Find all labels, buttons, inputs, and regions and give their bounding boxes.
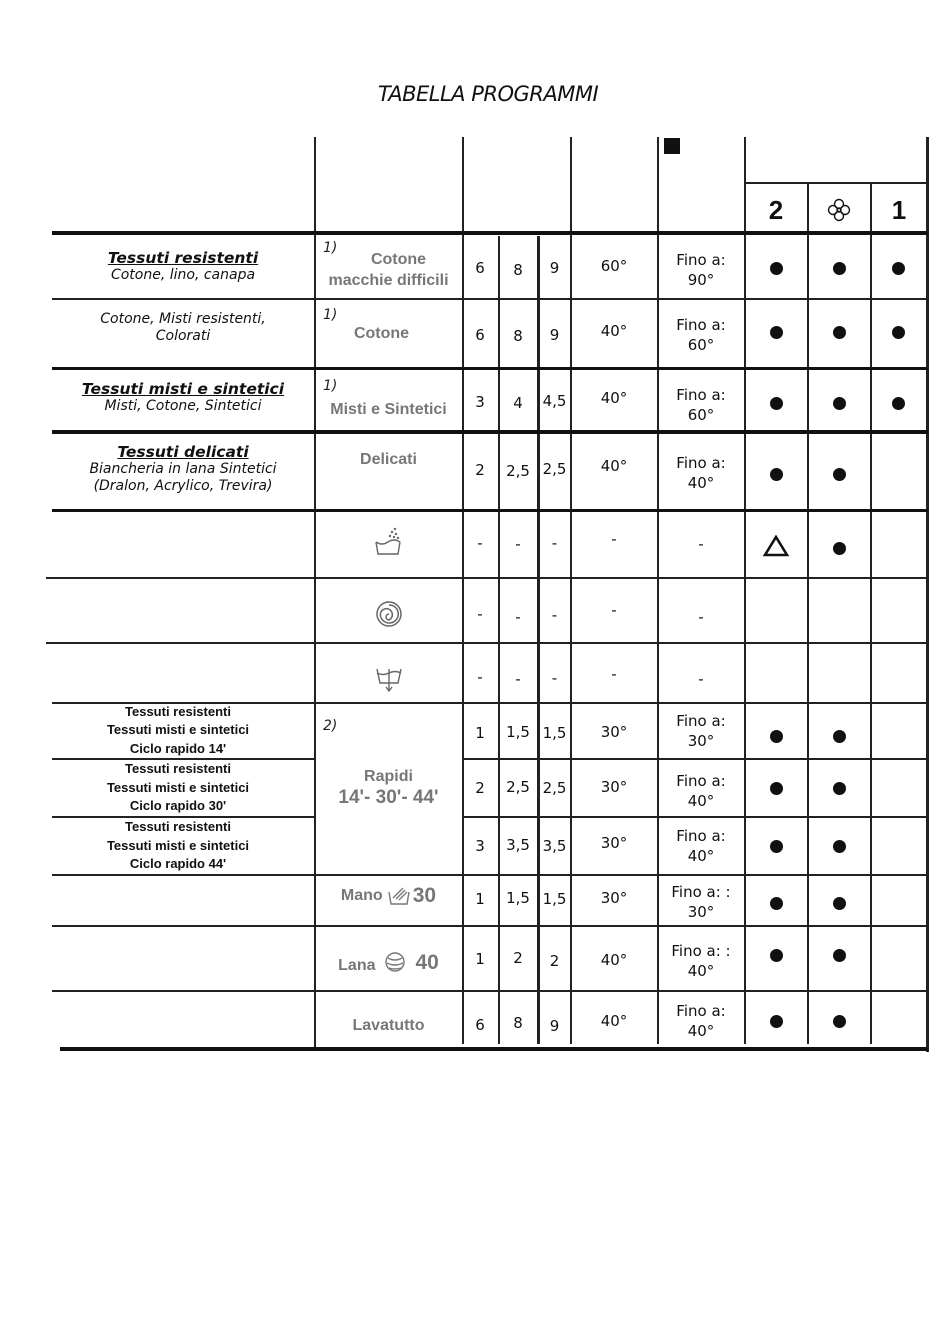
load-k1: 6: [475, 326, 485, 344]
load-k1: 1: [475, 890, 485, 908]
load-k3: 1,5: [542, 890, 567, 908]
option-dot: [808, 895, 870, 911]
max-temp: [658, 940, 744, 982]
spin-icon: [315, 592, 462, 636]
max-temp-label: Fino a: :: [671, 883, 731, 901]
dot-icon: [833, 897, 846, 910]
dot-icon: [833, 262, 846, 275]
load-k2: 1,5: [506, 723, 530, 741]
max-temp-label: Fino a:: [676, 1002, 726, 1020]
fabric-cell: [52, 300, 314, 356]
fabric-subtitle: Cotone, lino, canapa: [110, 267, 256, 283]
max-temp: -: [698, 535, 704, 553]
max-temp: [658, 881, 744, 923]
program-line-1: Cotone: [370, 251, 427, 268]
dot-icon: [833, 468, 846, 481]
load-k3: -: [551, 669, 558, 687]
option-dot: [808, 260, 870, 276]
option-dot: [808, 395, 870, 411]
load-k2: 1,5: [506, 889, 530, 907]
max-temp: [658, 710, 744, 752]
note-marker: 1): [323, 378, 338, 394]
max-temp-label: Fino a:: [676, 454, 726, 472]
load-k3: 9: [549, 1017, 560, 1035]
fabric-subtitle: Misti, Cotone, Sintetici: [104, 398, 262, 414]
max-temp-value: 40°: [687, 474, 715, 492]
program-mano: [315, 880, 462, 910]
dot-icon: [833, 542, 846, 555]
grid-line-thick: [52, 509, 928, 512]
option-dot: [808, 838, 870, 854]
load-k2: 2: [513, 949, 523, 967]
program-line-2: macchie difficili: [328, 272, 449, 289]
fabric-line-2: (Dralon, Acrylico, Trevira): [93, 477, 273, 494]
dot-icon: [770, 468, 783, 481]
option-dot: [808, 947, 870, 963]
load-k1: -: [477, 668, 483, 686]
option-dot: [745, 260, 807, 276]
max-temp: [658, 825, 744, 867]
fabric-title: Tessuti resistenti: [107, 249, 259, 267]
load-k1: 3: [475, 837, 485, 855]
fabric-cell: [52, 818, 304, 874]
grid-line: [46, 577, 928, 579]
max-temp-value: 40°: [687, 792, 715, 810]
temperature: 40°: [600, 457, 628, 475]
load-k3: 1,5: [542, 724, 567, 742]
option-dot: [808, 728, 870, 744]
max-temp: [658, 384, 744, 426]
dot-icon: [892, 262, 905, 275]
fabric-cell: [52, 370, 314, 426]
option-dot: [745, 947, 807, 963]
grid-line: [52, 925, 928, 927]
load-k2: 2,5: [506, 462, 530, 480]
grid-line-thick: [52, 231, 928, 235]
max-temp: [658, 249, 744, 291]
load-k3: 4,5: [542, 392, 567, 410]
fabric-line-1: Tessuti resistenti: [125, 819, 231, 835]
max-temp: [658, 770, 744, 812]
load-k1: 2: [475, 461, 485, 479]
program-name: Lavatutto: [352, 1016, 425, 1034]
load-k3: 2: [549, 952, 560, 970]
dot-icon: [833, 1015, 846, 1028]
fabric-title: Tessuti delicati: [117, 442, 249, 461]
program-name: [315, 238, 462, 296]
fabric-title: Tessuti misti e sintetici: [81, 380, 285, 398]
temperature: 30°: [600, 778, 628, 796]
load-k1: 1: [475, 724, 485, 742]
grid-line: [52, 874, 928, 876]
max-temp-value: 90°: [687, 271, 715, 289]
load-k1: 2: [475, 779, 485, 797]
program-name: Cotone: [353, 324, 410, 342]
dot-icon: [770, 397, 783, 410]
option-dot: [745, 895, 807, 911]
option-dot: [745, 728, 807, 744]
load-k1: 3: [475, 393, 485, 411]
temperature: 30°: [600, 889, 628, 907]
load-k2: 4: [513, 394, 523, 412]
load-k1: -: [477, 534, 483, 552]
load-k3: 9: [549, 326, 560, 344]
fabric-line-2: Tessuti misti e sintetici: [106, 837, 250, 853]
temperature: 60°: [600, 257, 628, 275]
temperature: 40°: [600, 1012, 628, 1030]
program-rapidi: [315, 762, 462, 812]
fabric-line-3: Ciclo rapido 30': [129, 798, 227, 814]
grid-line: [498, 236, 500, 1044]
header-col-1: 1: [891, 194, 907, 225]
fabric-cell: [52, 434, 314, 504]
option-dot: [745, 780, 807, 796]
temperature: 40°: [600, 951, 628, 969]
option-dot: [808, 780, 870, 796]
max-temp-label: Fino a:: [676, 251, 726, 269]
max-temp-label: Fino a:: [676, 712, 726, 730]
load-k3: 3,5: [542, 837, 567, 855]
load-k2: 8: [513, 261, 523, 279]
option-dot: [745, 838, 807, 854]
temperature: 40°: [600, 389, 628, 407]
max-temp: [658, 1000, 744, 1042]
load-k2: -: [515, 608, 521, 626]
rapidi-line-1: Rapidi: [364, 768, 413, 785]
load-k1: 6: [475, 1016, 485, 1034]
page-title: TABELLA PROGRAMMI: [377, 82, 599, 106]
load-k2: 3,5: [506, 836, 530, 854]
dot-icon: [770, 840, 783, 853]
program-lana: [315, 946, 462, 978]
load-k2: -: [515, 535, 521, 553]
rapidi-line-2: 14'- 30'- 44': [338, 787, 439, 808]
grid-line-thick: [60, 1047, 928, 1051]
max-temp-value: 40°: [687, 1022, 715, 1040]
drain-icon: [315, 660, 462, 696]
load-k1: 6: [475, 259, 485, 277]
max-temp-label: Fino a:: [676, 316, 726, 334]
load-k3: 9: [549, 259, 560, 277]
program-word: Mano: [340, 886, 383, 904]
dot-icon: [833, 949, 846, 962]
dot-icon: [892, 397, 905, 410]
max-temp: [658, 314, 744, 356]
max-temp-value: 30°: [687, 732, 715, 750]
dot-icon: [770, 782, 783, 795]
max-temp-label: Fino a:: [676, 386, 726, 404]
load-k2: -: [515, 670, 521, 688]
load-k1: 1: [475, 950, 485, 968]
max-temp-value: 40°: [687, 962, 715, 980]
load-k2: 2,5: [506, 778, 530, 796]
fabric-line-1: Biancheria in lana Sintetici: [89, 460, 277, 477]
dot-icon: [770, 730, 783, 743]
program-word: Lana: [338, 956, 376, 974]
dot-icon: [833, 397, 846, 410]
load-k2: 8: [513, 1014, 523, 1032]
max-temp: [658, 452, 744, 494]
fabric-line-2: Tessuti misti e sintetici: [106, 779, 250, 795]
grid-line: [807, 183, 809, 1044]
note-marker: 1): [323, 307, 338, 323]
fabric-line-1: Cotone, Misti resistenti,: [100, 311, 266, 327]
max-temp-label: Fino a: :: [671, 942, 731, 960]
max-temp-value: 60°: [687, 336, 715, 354]
header-col-2: 2: [768, 194, 784, 225]
fabric-line-2: Tessuti misti e sintetici: [106, 722, 250, 738]
option-dot: [808, 1013, 870, 1029]
option-dot: [871, 324, 926, 340]
option-dot: [808, 324, 870, 340]
max-temp: -: [698, 670, 704, 688]
max-temp-label: Fino a:: [676, 772, 726, 790]
dot-icon: [770, 326, 783, 339]
option-dot: [808, 466, 870, 482]
program-num: 30: [412, 883, 437, 907]
grid-line: [52, 990, 928, 992]
load-k3: -: [551, 606, 558, 624]
triangle-icon: [745, 534, 807, 558]
grid-line: [46, 642, 928, 644]
fabric-line-3: Ciclo rapido 14': [129, 740, 227, 756]
grid-line: [462, 816, 928, 818]
hand-wash-icon: [387, 884, 411, 906]
fabric-cell: [52, 236, 314, 298]
temperature: 40°: [600, 322, 628, 340]
dot-icon: [770, 262, 783, 275]
load-k3: 2,5: [542, 460, 567, 478]
fabric-line-3: Ciclo rapido 44': [129, 856, 227, 872]
dot-icon: [833, 730, 846, 743]
grid-line: [744, 182, 928, 184]
fabric-line-1: Tessuti resistenti: [125, 703, 231, 719]
max-temp-value: 30°: [687, 903, 715, 921]
fabric-line-1: Tessuti resistenti: [125, 761, 231, 777]
flower-icon: [808, 190, 870, 230]
temperature: -: [611, 601, 617, 619]
temperature: -: [611, 530, 617, 548]
dot-icon: [770, 1015, 783, 1028]
option-dot: [745, 395, 807, 411]
grid-line: [537, 236, 540, 1044]
grid-line: [870, 183, 872, 1044]
dot-icon: [770, 949, 783, 962]
load-k1: -: [477, 605, 483, 623]
program-num: 40: [415, 950, 439, 974]
option-dot: [871, 395, 926, 411]
load-k3: 2,5: [542, 779, 567, 797]
option-dot: [745, 324, 807, 340]
option-dot: [745, 1013, 807, 1029]
fabric-line-2: Colorati: [155, 328, 211, 344]
dot-icon: [892, 326, 905, 339]
load-k3: -: [551, 534, 558, 552]
option-dot: [745, 466, 807, 482]
option-dot: [871, 260, 926, 276]
program-name: Misti e Sintetici: [330, 400, 447, 418]
fabric-cell: [52, 760, 304, 816]
max-temp: -: [698, 608, 704, 626]
max-temp-value: 40°: [687, 847, 715, 865]
grid-line: [462, 758, 928, 760]
dot-icon: [770, 897, 783, 910]
wool-icon: [383, 950, 407, 974]
temperature: -: [611, 665, 617, 683]
temperature: 30°: [600, 723, 628, 741]
note-marker: 1): [323, 240, 338, 256]
load-k2: 8: [513, 327, 523, 345]
grid-line: [926, 137, 929, 1052]
rinse-icon: [315, 520, 462, 566]
fabric-cell: [52, 703, 304, 758]
square-icon: [664, 138, 680, 154]
option-dot: [808, 540, 870, 556]
program-name: Delicati: [360, 450, 417, 468]
dot-icon: [833, 782, 846, 795]
max-temp-label: Fino a:: [676, 827, 726, 845]
dot-icon: [833, 840, 846, 853]
temperature: 30°: [600, 834, 628, 852]
dot-icon: [833, 326, 846, 339]
note-marker: 2): [323, 718, 338, 734]
max-temp-value: 60°: [687, 406, 715, 424]
